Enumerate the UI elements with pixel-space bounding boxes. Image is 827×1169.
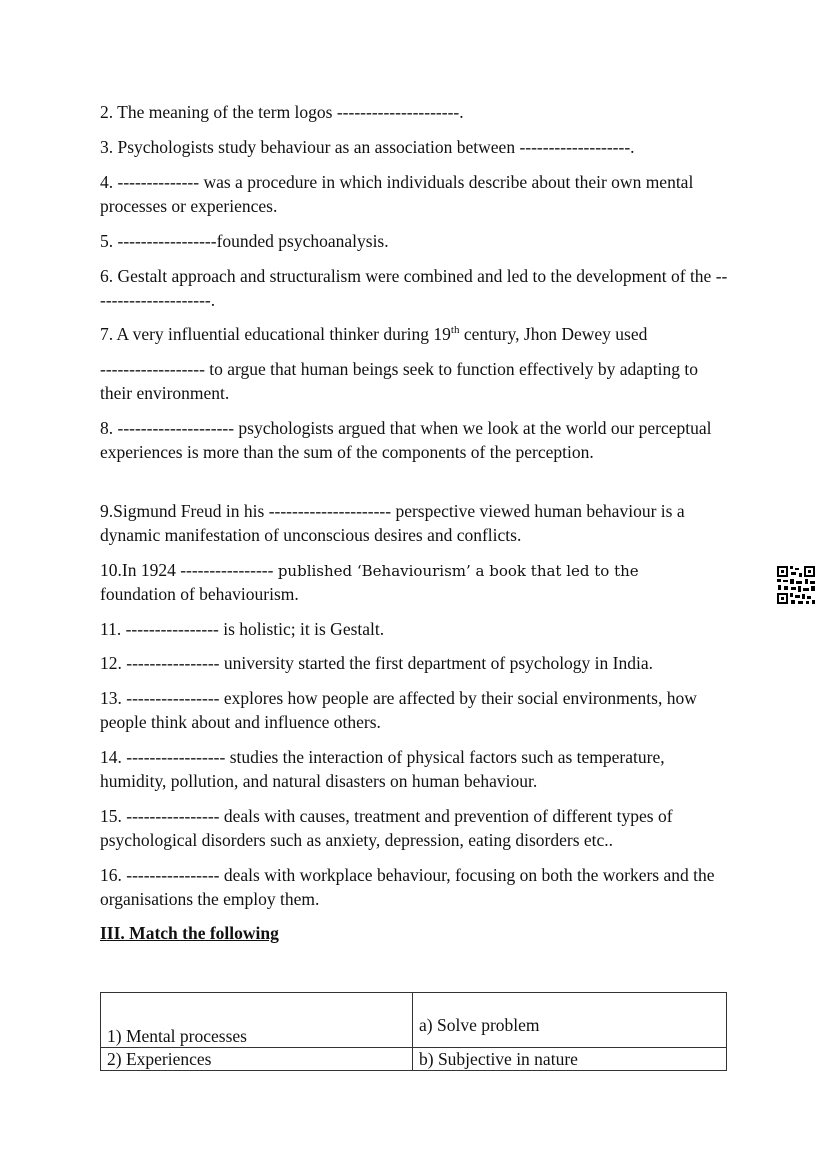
question-13: 13. ---------------- explores how people are affected by their social environments, how people think about and influence others. (100, 688, 697, 732)
question-11: 11. ---------------- is holistic; it is Gestalt. (100, 619, 385, 639)
question-5: 5. -----------------founded psychoanalysis. (100, 231, 389, 251)
question-12: 12. ---------------- university started the first department of psychology in India. (100, 653, 654, 673)
question-7-text-start: 7. A very influential educational thinker during 19 (100, 324, 451, 344)
question-14: 14. ----------------- studies the interaction of physical factors such as temperature, humidity, pollution, and natural disasters on human behaviour. (100, 747, 665, 791)
question-3: 3. Psychologists study behaviour as an association between -------------------. (100, 137, 635, 157)
match-left-cell: 2) Experiences (101, 1048, 413, 1071)
question-6: 6. Gestalt approach and structuralism were combined and led to the development of the ---------------------. (100, 266, 728, 310)
question-16: 16. ---------------- deals with workplace behaviour, focusing on both the workers and the organisations the employ them. (100, 865, 715, 909)
question-9: 9.Sigmund Freud in his --------------------- perspective viewed human behaviour is a dynamic manifestation of unconscious desires and conflicts. (100, 501, 685, 545)
question-2: 2. The meaning of the term logos ---------------------. (100, 102, 464, 122)
table-row (101, 1048, 727, 1071)
section-heading: III. Match the following (100, 923, 279, 943)
qr-code-icon (776, 565, 816, 605)
table-row (101, 993, 727, 1048)
match-right-cell: b) Subjective in nature (413, 1048, 727, 1071)
match-table (100, 992, 727, 1071)
question-10 (100, 558, 732, 583)
question-10-text-alt: published ‘Behaviourism’ a book that led to the (277, 562, 639, 580)
question-10-continuation: foundation of behaviourism. (100, 584, 299, 604)
question-4: 4. -------------- was a procedure in which individuals describe about their own mental processes or experiences. (100, 172, 694, 216)
question-15: 15. ---------------- deals with causes, treatment and prevention of different types of psychological disorders such as anxiety, depression, eating disorders etc.. (100, 806, 673, 850)
question-7-superscript: th (450, 324, 460, 337)
match-right-cell: a) Solve problem (413, 993, 727, 1048)
question-7 (100, 322, 732, 346)
match-left-cell: 1) Mental processes (101, 993, 413, 1048)
question-10-text-start: 10.In 1924 ---------------- (100, 560, 278, 580)
question-7-text-end: century, Jhon Dewey used (459, 324, 648, 344)
question-7-continuation: ------------------ to argue that human beings seek to function effectively by adapting to their environment. (100, 359, 699, 403)
question-8: 8. -------------------- psychologists argued that when we look at the world our perceptual experiences is more than the sum of the components of the perception. (100, 418, 712, 462)
